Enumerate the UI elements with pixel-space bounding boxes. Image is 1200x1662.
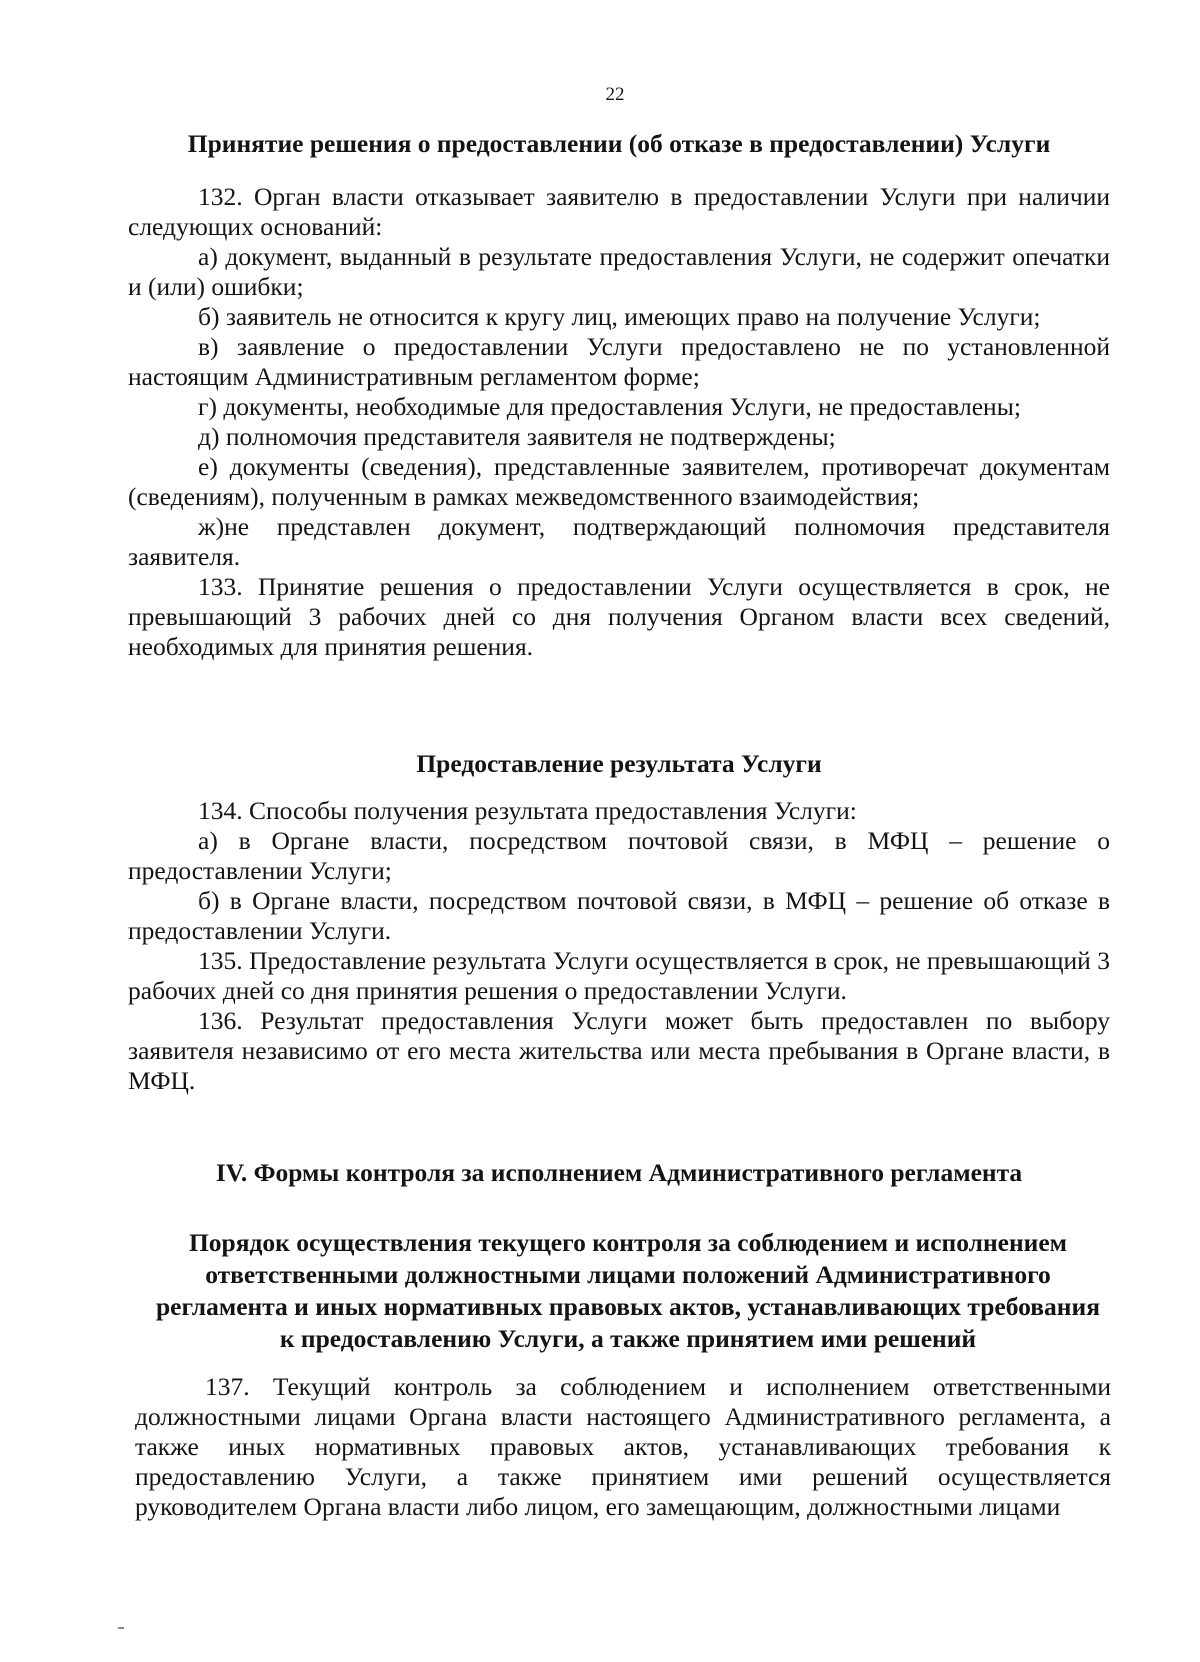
list-item-b: б) в Органе власти, посредством почтовой связи, в МФЦ – решение об отказе в предоставлении Услуги. [128, 886, 1110, 945]
section-heading-decision: Принятие решения о предоставлении (об отказе в предоставлении) Услуги [187, 129, 1051, 158]
list-item-a: а) в Органе власти, посредством почтовой связи, в МФЦ – решение о предоставлении Услуги; [128, 826, 1110, 885]
list-item-e: е) документы (сведения), представленные заявителем, противоречат документам (сведениям), полученным в рамках межведомственного взаимодействия; [128, 452, 1110, 511]
paragraph-135: 135. Предоставление результата Услуги осуществляется в срок, не превышающий 3 рабочих дней со дня принятия решения о предоставлении Услуги. [128, 946, 1110, 1005]
section-body-control [135, 1372, 1111, 1522]
list-item-zh: ж)не представлен документ, подтверждающий полномочия представителя заявителя. [128, 512, 1110, 571]
scan-artifact [118, 1627, 124, 1629]
section-body-decision [128, 182, 1110, 662]
paragraph-136: 136. Результат предоставления Услуги может быть предоставлен по выбору заявителя независимо от его места жительства или места пребывания в Органе власти, в МФЦ. [128, 1006, 1110, 1095]
section-heading-result: Предоставление результата Услуги [416, 749, 822, 778]
paragraph-134: 134. Способы получения результата предоставления Услуги: [198, 796, 857, 825]
list-item-d: д) полномочия представителя заявителя не подтверждены; [198, 422, 836, 451]
list-item-v: в) заявление о предоставлении Услуги предоставлено не по установленной настоящим Административным регламентом форме; [128, 332, 1110, 391]
list-item-g: г) документы, необходимые для предоставления Услуги, не предоставлены; [198, 392, 1021, 421]
paragraph-132: 132. Орган власти отказывает заявителю в предоставлении Услуги при наличии следующих оснований: [128, 182, 1110, 241]
list-item-a: а) документ, выданный в результате предоставления Услуги, не содержит опечатки и (или) ошибки; [128, 242, 1110, 301]
paragraph-133: 133. Принятие решения о предоставлении Услуги осуществляется в срок, не превышающий 3 рабочих дней со дня получения Органом власти всех сведений, необходимых для принятия решения. [128, 572, 1110, 661]
section-heading-control: Порядок осуществления текущего контроля за соблюдением и исполнением ответственными должностными лицами положений Административного регламента и иных нормативных правовых актов, устанавливающих требования к предоставлению Услуги, а также принятием ими решений [156, 1228, 1100, 1353]
list-item-b: б) заявитель не относится к кругу лиц, имеющих право на получение Услуги; [198, 302, 1041, 331]
section-body-result [128, 796, 1110, 1096]
page-number: 22 [605, 84, 625, 105]
chapter-heading-iv: IV. Формы контроля за исполнением Административного регламента [215, 1158, 1023, 1187]
paragraph-137: 137. Текущий контроль за соблюдением и исполнением ответственными должностными лицами Органа власти настоящего Административного регламента, а также иных нормативных правовых актов, устанавливающих требования к предоставлению Услуги, а также принятием ими решений осуществляется руководителем Органа власти либо лицом, его замещающим, должностными лицами [135, 1372, 1111, 1521]
